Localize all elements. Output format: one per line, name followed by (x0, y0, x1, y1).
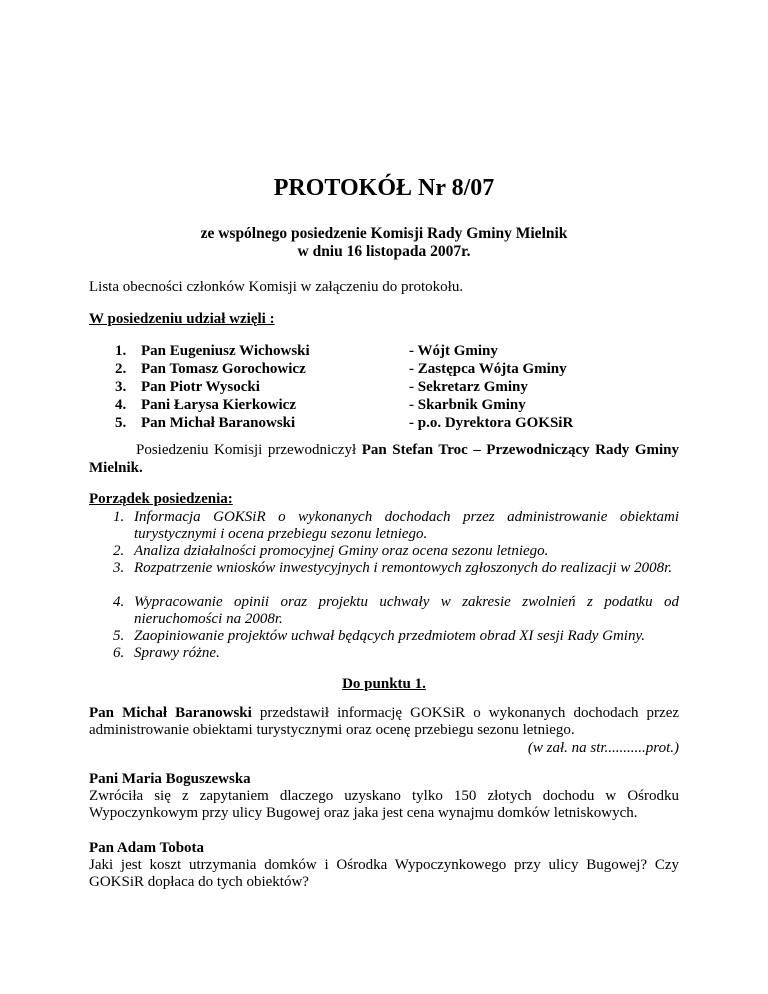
point1-text: przedstawił informację GOKSiR o wykonanych dochodach przez administrowanie obiektami turystycznymi oraz ocenę przebiegu sezonu letniego. (89, 705, 680, 738)
speech3-speaker: Pan Adam Tobota (89, 840, 205, 856)
chair-name: Pan Stefan Troc – Przewodniczący Rady Gminy Mielnik. (89, 442, 679, 476)
agenda-number: 3. (113, 560, 125, 576)
point1-reference: (w zał. na str...........prot.) (527, 740, 679, 756)
document-subtitle (0, 225, 768, 261)
agenda-text: Wypracowanie opinii oraz projektu uchwały w zakresie zwolnień z podatku od nieruchomości na 2008r. (134, 594, 679, 627)
agenda-number: 1. (113, 509, 125, 525)
agenda-text: Sprawy różne. (134, 645, 220, 661)
participants-heading: W posiedzeniu udział wzięli : (89, 311, 275, 327)
subtitle-line-1: ze wspólnego posiedzenie Komisji Rady Gminy Mielnik (200, 225, 568, 242)
speech2-speaker: Pani Maria Boguszewska (89, 771, 251, 787)
participant-number: 2. (115, 361, 127, 377)
agenda-item (113, 560, 679, 594)
agenda-text: Rozpatrzenie wniosków inwestycyjnych i remontowych zgłoszonych do realizacji w 2008r. (134, 560, 672, 576)
agenda-text: Analiza działalności promocyjnej Gminy oraz ocena sezonu letniego. (134, 543, 549, 559)
participant-role: - Zastępca Wójta Gminy (409, 361, 567, 377)
agenda-item (113, 628, 679, 645)
participant-number: 4. (115, 397, 127, 413)
agenda-heading: Porządek posiedzenia: (89, 491, 233, 507)
agenda-text: Zaopiniowanie projektów uchwał będących przedmiotem obrad XI sesji Rady Gminy. (134, 628, 646, 644)
agenda-number: 2. (113, 543, 125, 559)
attendance-note: Lista obecności członków Komisji w załączeniu do protokołu. (89, 279, 464, 295)
agenda-item (113, 594, 679, 628)
chair-paragraph (89, 441, 679, 477)
point1-speaker: Pan Michał Baranowski (89, 705, 252, 721)
agenda-item (113, 645, 679, 662)
agenda-number: 6. (113, 645, 125, 661)
speech3-text: Jaki jest koszt utrzymania domków i Ośrodka Wypoczynkowego przy ulicy Bugowej? Czy GOKSiR dopłaca do tych obiektów? (89, 857, 679, 890)
document-title: PROTOKÓŁ Nr 8/07 (273, 175, 495, 201)
chair-prefix: Posiedzeniu Komisji przewodniczył (136, 442, 357, 458)
participant-role: - Wójt Gminy (409, 343, 498, 359)
participant-name: Pan Piotr Wysocki (141, 379, 260, 395)
participant-role: - Sekretarz Gminy (409, 379, 528, 395)
participant-name: Pan Tomasz Gorochowicz (141, 361, 306, 377)
participant-name: Pani Łarysa Kierkowicz (141, 397, 296, 413)
participant-name: Pan Eugeniusz Wichowski (141, 343, 310, 359)
agenda-text: Informacja GOKSiR o wykonanych dochodach przez administrowanie obiektami turystycznymi i ocena przebiegu sezonu letniego. (134, 509, 679, 542)
agenda-item (113, 509, 679, 543)
participant-number: 1. (115, 343, 127, 359)
agenda-item (113, 543, 679, 560)
participant-role: - p.o. Dyrektora GOKSiR (409, 415, 574, 431)
agenda-number: 5. (113, 628, 125, 644)
participant-number: 5. (115, 415, 127, 431)
participant-role: - Skarbnik Gminy (409, 397, 526, 413)
participant-name: Pan Michał Baranowski (141, 415, 296, 431)
agenda-number: 4. (113, 594, 125, 610)
point1-paragraph (89, 705, 679, 739)
speech2-text: Zwróciła się z zapytaniem dlaczego uzyskano tylko 150 złotych dochodu w Ośrodku Wypoczynkowym przy ulicy Bugowej oraz jaka jest cena wynajmu domków letniskowych. (89, 788, 679, 821)
subtitle-line-2: w dniu 16 listopada 2007r. (297, 243, 471, 260)
point1-heading: Do punktu 1. (342, 676, 426, 692)
participant-number: 3. (115, 379, 127, 395)
